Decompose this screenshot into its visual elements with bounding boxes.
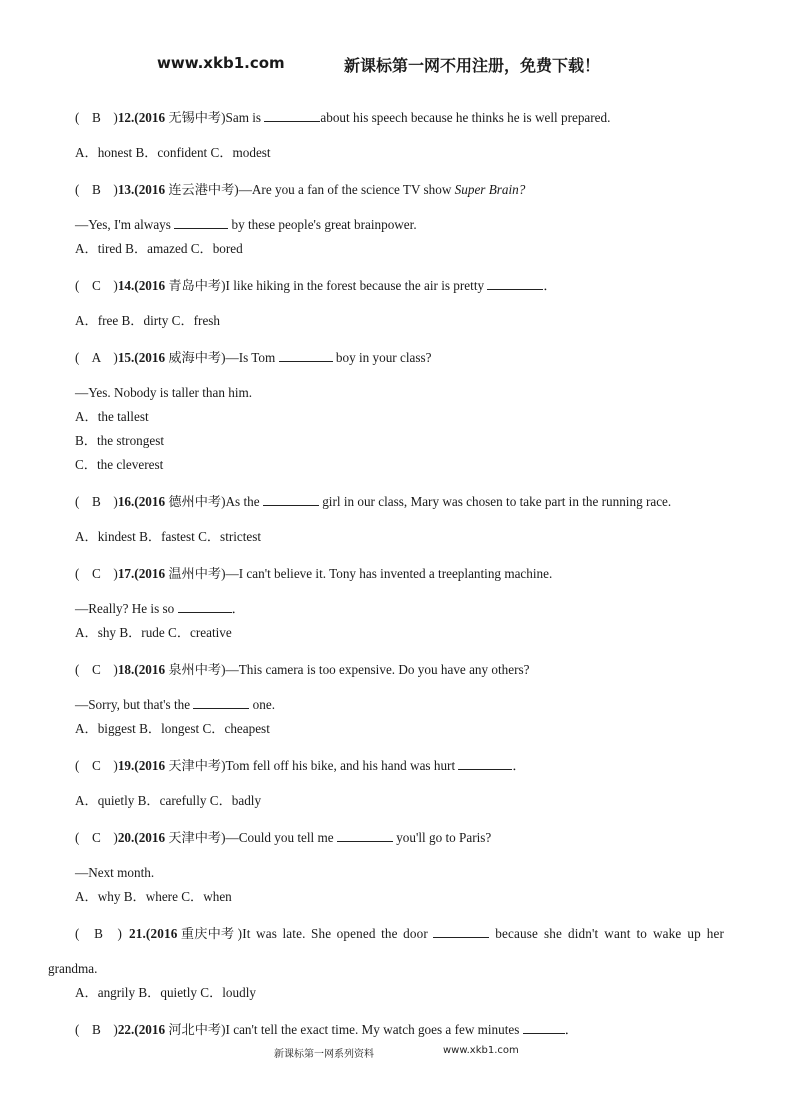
question-stem: It was late. She opened the door (242, 926, 434, 941)
options-16: A．kindest B．fastest C．strictest (75, 529, 262, 544)
question-stem-tail: you'll go to Paris? (392, 830, 492, 845)
question-stem-tail: about his speech because he thinks he is well prepared. (320, 110, 611, 125)
options-20: A．why B．where C．when (75, 889, 232, 904)
question-source: 天津中考) (168, 830, 226, 845)
question-stem: Sam is (225, 110, 265, 125)
reply-17 (75, 600, 245, 618)
question-number: 14. (117, 278, 135, 293)
question-17: ( C )17.(2016 温州中考)—I can't believe it. Tony has invented a treeplanting machine. (75, 566, 553, 581)
reply-text: —Yes, I'm always (75, 217, 175, 232)
question-stem-tail: girl in our class, Mary was chosen to take part in the running race. (318, 494, 672, 509)
question-number: 18. (117, 662, 135, 677)
footer-label: 新课标第一网系列资料 (274, 1049, 374, 1060)
question-number: 22. (117, 1022, 135, 1037)
reply-15: —Yes. Nobody is taller than him. (75, 385, 253, 400)
answer-blank (263, 493, 319, 506)
page-header (0, 54, 790, 80)
question-year: (2016 (134, 1022, 169, 1037)
question-source: 天津中考) (168, 758, 226, 773)
question-12: ( B )12.(2016 无锡中考)Sam is about his speech because he thinks he is well prepared. (75, 110, 611, 125)
answer-blank (487, 277, 543, 290)
question-stem-tail: ． (564, 1022, 578, 1037)
show-title: Super Brain? (454, 182, 526, 197)
question-year: (2016 (134, 350, 169, 365)
option-15-a: A．the tallest (75, 409, 149, 424)
question-year: (2016 (134, 662, 169, 677)
question-21: ( B ) 21.(2016 重庆中考 )It was late. She opened the door because she didn't want to wake up her (75, 926, 725, 941)
question-year: (2016 (134, 182, 169, 197)
question-source: 重庆中考 ) (180, 926, 243, 941)
answer-19: C (92, 758, 101, 773)
answer-blank (523, 1021, 565, 1034)
question-stem: Tom fell off his bike, and his hand was hurt (225, 758, 459, 773)
question-stem: —Is Tom (225, 350, 279, 365)
answer-22: B (92, 1022, 101, 1037)
question-20: ( C )20.(2016 天津中考)—Could you tell me you'll go to Paris? (75, 830, 492, 845)
reply-20: —Next month. (75, 865, 155, 880)
reply-text-tail: by these people's great brainpower. (228, 217, 417, 232)
answer-15: A (91, 350, 102, 365)
reply-text: —Sorry, but that's the (75, 697, 194, 712)
answer-blank (264, 109, 320, 122)
question-number: 21. (128, 926, 146, 941)
question-number: 16. (117, 494, 135, 509)
question-stem-tail: ． (512, 758, 526, 773)
question-21-continuation: grandma. (48, 961, 98, 976)
question-stem: As the (225, 494, 263, 509)
question-year: (2016 (134, 494, 169, 509)
reply-text: —Really? He is so (75, 601, 178, 616)
question-year: (2016 (134, 278, 169, 293)
answer-14: C (92, 278, 101, 293)
answer-blank (279, 349, 333, 362)
option-15-b: B．the strongest (75, 433, 165, 448)
options-13: A．tired B．amazed C．bored (75, 241, 243, 256)
options-17: A．shy B．rude C．creative (75, 625, 232, 640)
answer-blank (458, 757, 512, 770)
reply-13 (75, 216, 417, 234)
reply-text-tail: ． (231, 601, 245, 616)
question-19: ( C )19.(2016 天津中考)Tom fell off his bike, and his hand was hurt ． (75, 758, 526, 773)
answer-blank (174, 216, 228, 229)
question-source: 无锡中考) (168, 110, 226, 125)
question-source: 威海中考) (168, 350, 226, 365)
question-stem: —This camera is too expensive. Do you have any others? (225, 662, 530, 677)
answer-18: C (92, 662, 101, 677)
answer-12: B (92, 110, 101, 125)
header-slogan: 新课标第一网不用注册，免费下载！ (344, 56, 601, 75)
answer-blank (433, 925, 489, 938)
answer-16: B (92, 494, 101, 509)
question-source: 青岛中考) (168, 278, 226, 293)
answer-blank (178, 600, 232, 613)
question-number: 19. (117, 758, 135, 773)
question-number: 17. (117, 566, 135, 581)
question-source: 德州中考) (168, 494, 226, 509)
options-18: A．biggest B．longest C．cheapest (75, 721, 270, 736)
question-year: (2016 (134, 758, 169, 773)
question-stem-tail: ． (543, 278, 557, 293)
reply-18 (75, 696, 275, 714)
header-site-link[interactable]: www.xkb1.com (157, 54, 285, 72)
answer-21: B (94, 926, 104, 941)
answer-blank (193, 696, 249, 709)
answer-17: C (92, 566, 101, 581)
options-14: A．free B．dirty C．fresh (75, 313, 221, 328)
question-18: ( C )18.(2016 泉州中考)—This camera is too expensive. Do you have any others? (75, 662, 530, 677)
question-year: (2016 (134, 566, 169, 581)
question-number: 20. (117, 830, 135, 845)
question-year: (2016 (134, 830, 169, 845)
question-number: 15. (117, 350, 135, 365)
question-22: ( B )22.(2016 河北中考)I can't tell the exact time. My watch goes a few minutes ． (75, 1022, 578, 1037)
question-stem: I can't tell the exact time. My watch goes a few minutes (225, 1022, 523, 1037)
question-number: 12. (117, 110, 135, 125)
question-stem: I like hiking in the forest because the air is pretty (225, 278, 488, 293)
question-year: (2016 (145, 926, 181, 941)
option-15-c: C．the cleverest (75, 457, 164, 472)
question-stem: —Could you tell me (225, 830, 337, 845)
question-source: 河北中考) (168, 1022, 226, 1037)
answer-20: C (92, 830, 101, 845)
options-21: A．angrily B．quietly C．loudly (75, 985, 256, 1000)
question-14: ( C )14.(2016 青岛中考)I like hiking in the forest because the air is pretty ． (75, 278, 557, 293)
question-stem: —I can't believe it. Tony has invented a treeplanting machine. (225, 566, 553, 581)
question-year: (2016 (134, 110, 169, 125)
options-19: A．quietly B．carefully C．badly (75, 793, 262, 808)
question-stem: —Are you a fan of the science TV show (238, 182, 455, 197)
question-source: 连云港中考) (168, 182, 239, 197)
options-12: A．honest B．confident C．modest (75, 145, 271, 160)
question-16: ( B )16.(2016 德州中考)As the girl in our class, Mary was chosen to take part in the running race. (75, 494, 672, 509)
question-stem-tail: boy in your class? (332, 350, 432, 365)
question-source: 温州中考) (168, 566, 226, 581)
footer-site-link[interactable]: www.xkb1.com (443, 1045, 519, 1056)
question-number: 13. (117, 182, 135, 197)
reply-text-tail: one. (249, 697, 276, 712)
answer-blank (337, 829, 393, 842)
question-stem-tail: because she didn't want to wake up her (489, 926, 725, 941)
question-15: ( A )15.(2016 威海中考)—Is Tom boy in your class? (75, 350, 432, 365)
question-13: ( B )13.(2016 连云港中考)—Are you a fan of the science TV show Super Brain? (75, 182, 526, 197)
answer-13: B (92, 182, 101, 197)
question-source: 泉州中考) (168, 662, 226, 677)
